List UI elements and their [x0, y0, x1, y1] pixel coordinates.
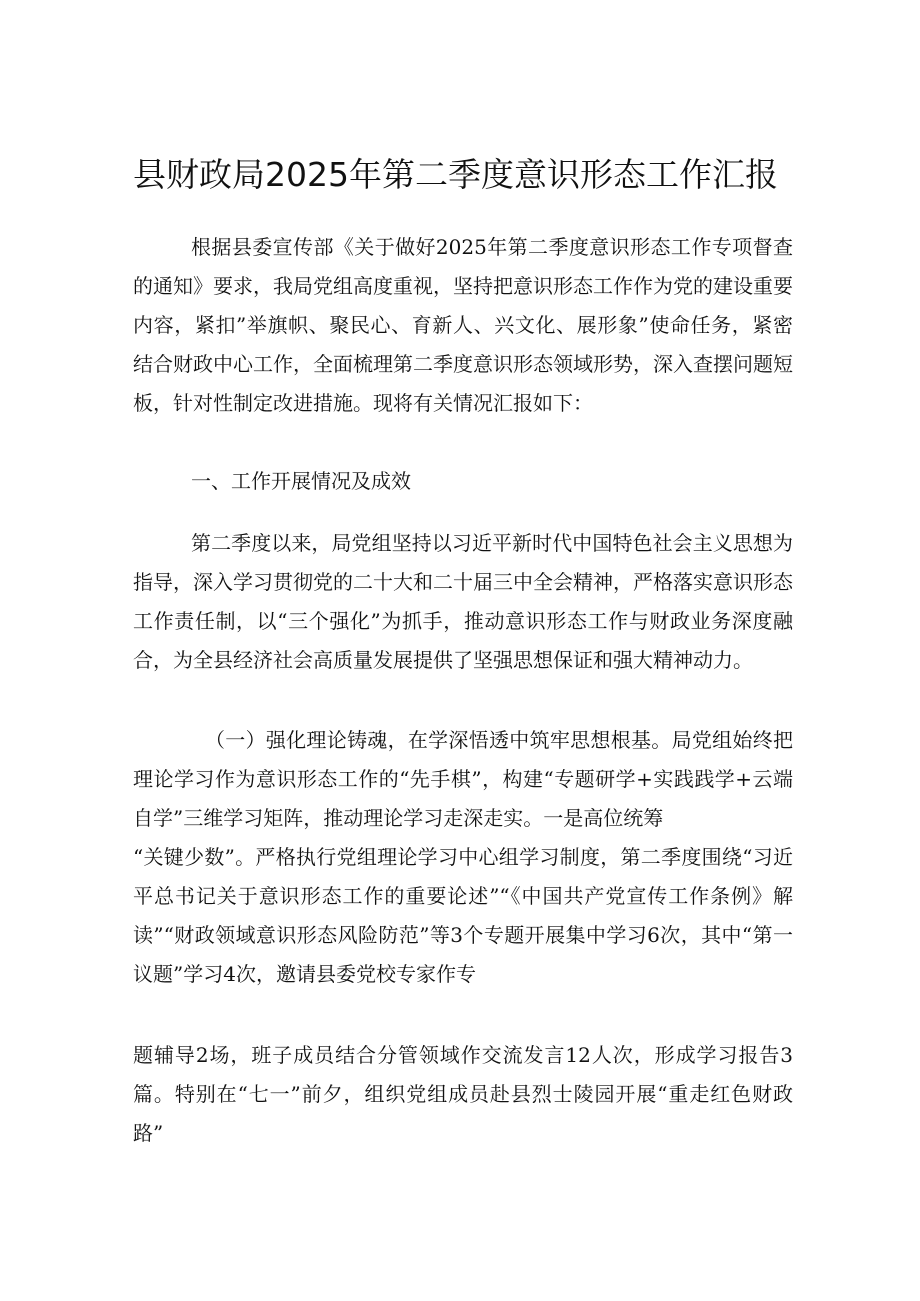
section-1-paragraph: 第二季度以来，局党组坚持以习近平新时代中国特色社会主义思想为指导，深入学习贯彻党的二十大和二十届三中全会精神，严格落实意识形态工作责任制，以“三个强化”为抓手，推动意识形态工作与财政业务深度融合，为全县经济社会高质量发展提供了坚强思想保证和强大精神动力。 — [133, 531, 793, 672]
section-1-heading: 一、工作开展情况及成效 — [191, 469, 411, 493]
subsection-1-paragraph-part-a: （一）强化理论铸魂，在学深悟透中筑牢思想根基。局党组始终把理论学习作为意识形态工作的“先手棋”，构建“专题研学+实践践学+云端自学”三维学习矩阵，推动理论学习走深走实。一是高位统筹 — [133, 728, 793, 830]
subsection-1-paragraph-part-c: 题辅导2场，班子成员结合分管领域作交流发言12人次，形成学习报告3篇。特别在“七一”前夕，组织党组成员赴县烈士陵园开展“重走红色财政路” — [133, 1043, 793, 1145]
document-title: 县财政局2025年第二季度意识形态工作汇报 — [133, 155, 778, 194]
subsection-1-paragraph-part-b: “关键少数”。严格执行党组理论学习中心组学习制度，第二季度围绕“习近平总书记关于意识形态工作的重要论述”“《中国共产党宣传工作条例》解读”“财政领域意识形态风险防范”等3个专题开展集中学习6次，其中“第一议题”学习4次，邀请县委党校专家作专 — [133, 845, 793, 986]
intro-paragraph: 根据县委宣传部《关于做好2025年第二季度意识形态工作专项督查的通知》要求，我局党组高度重视，坚持把意识形态工作作为党的建设重要内容，紧扣”举旗帜、聚民心、育新人、兴文化、展形象”使命任务，紧密结合财政中心工作，全面梳理第二季度意识形态领域形势，深入查摆问题短板，针对性制定改进措施。现将有关情况汇报如下： — [133, 235, 793, 415]
